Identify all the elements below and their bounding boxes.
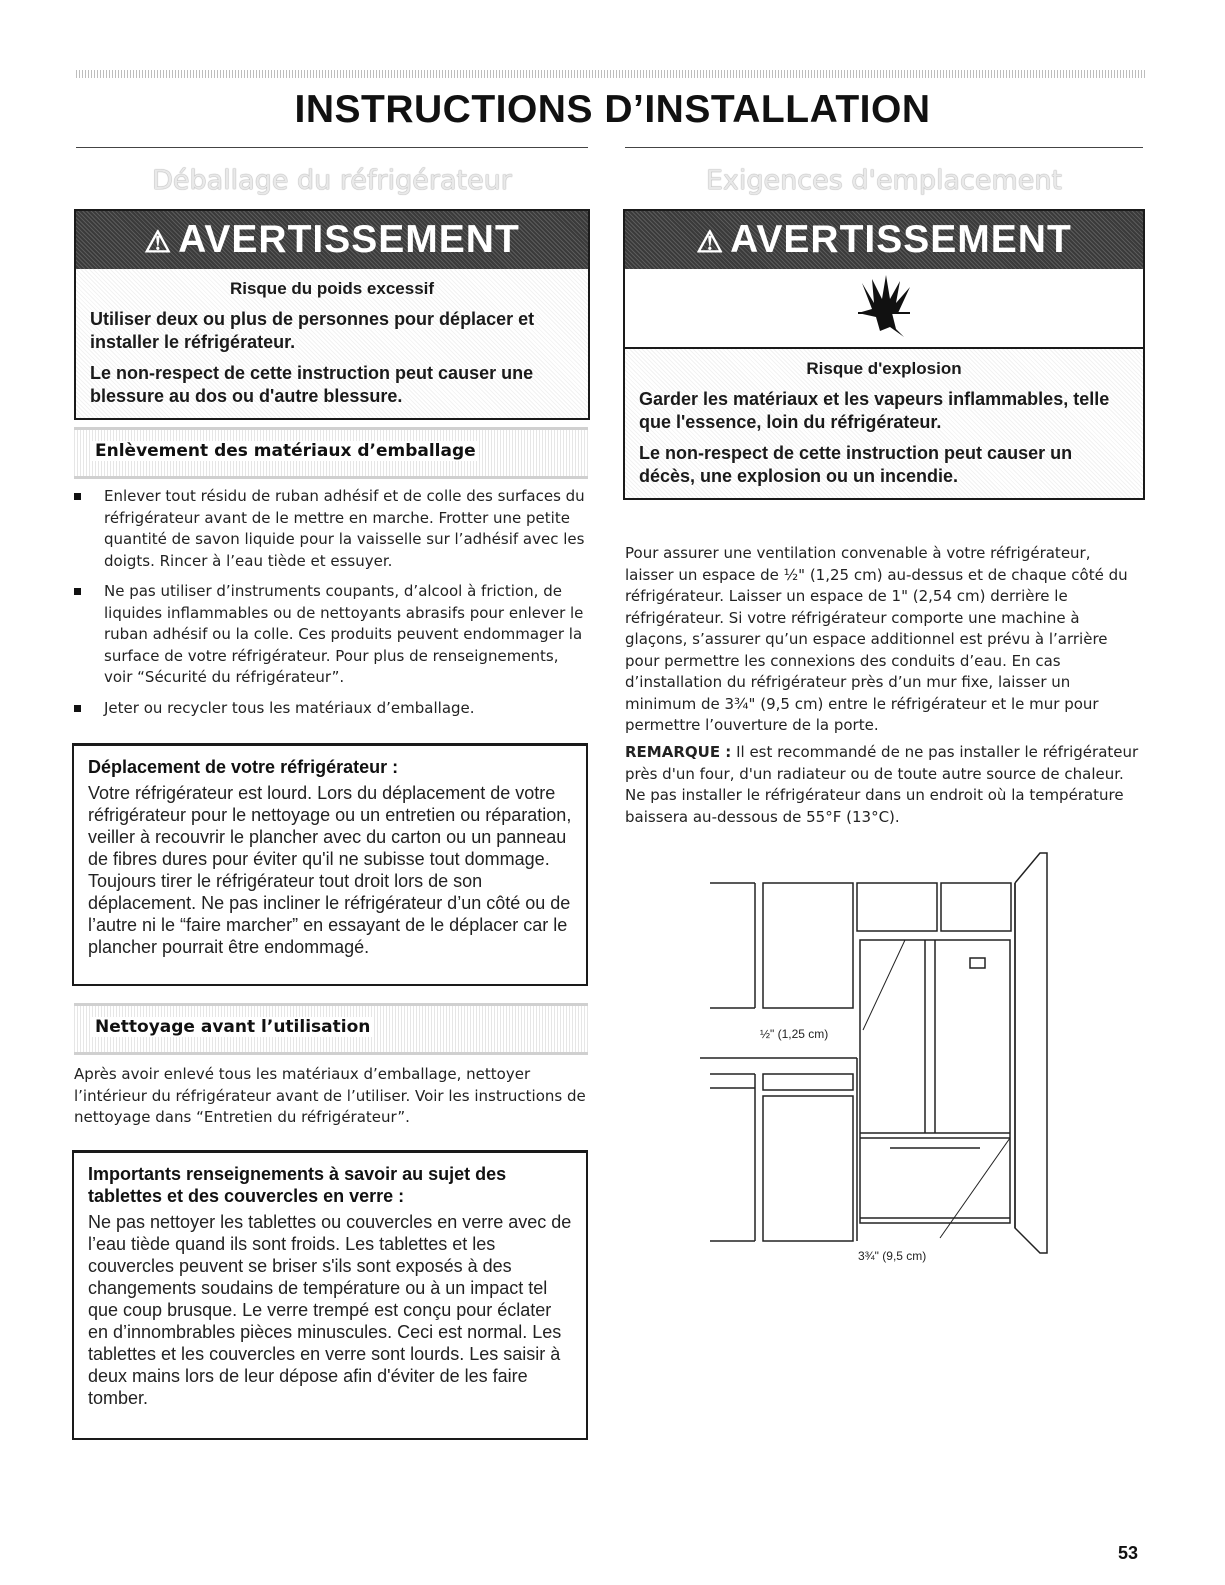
clearance-paragraph: Pour assurer une ventilation convenable à votre réfrigérateur, laisser un espace de ½" (1,25 cm) au-dessus et de chaque côté du réfrigérateur. Laisser un espace de 1" (2,54 cm) derrière le réfrigérateur. Si votre réfrigérateur comporte une machine à glaçons, s’assurer qu’un espace additionnel est prévu à l’arrière pour permettre les connexions des conduits d’eau. En cas d’installation du réfrigérateur près d’un mur fixe, laisser un minimum de 3¾" (9,5 cm) entre le réfrigérateur et le mur pour permettre l’ouverture de la porte. (625, 544, 1128, 734)
right-heading-rule (625, 147, 1143, 148)
list-item: Jeter ou recycler tous les matériaux d’emballage. (74, 698, 586, 720)
page-title: INSTRUCTIONS D’INSTALLATION (294, 88, 931, 131)
packing-bullet-list (74, 486, 586, 728)
warning-banner (76, 211, 588, 269)
page-number: 53 (1118, 1543, 1139, 1563)
warning-risk: Risque d'explosion (806, 359, 962, 378)
left-heading-rule (76, 147, 588, 148)
explosion-warning-box (623, 209, 1145, 500)
warning-body (625, 349, 1143, 498)
warning-instruction: Utiliser deux ou plus de personnes pour déplacer et installer le réfrigérateur. (90, 309, 535, 352)
section-heading-location: Exigences d'emplacement (705, 165, 1063, 196)
section-heading-unpacking: Déballage du réfrigérateur (152, 165, 512, 196)
explosion-icon (852, 273, 916, 343)
top-decorative-bar (76, 70, 1146, 78)
list-item: Enlever tout résidu de ruban adhésif et de colle des surfaces du réfrigérateur avant de le mettre en marche. Frotter une petite quantité de savon liquide pour la vaisselle sur l’adhésif avec les doigts. Rincer à l’eau tiède et essuyer. (74, 486, 586, 572)
glass-shelves-box (72, 1150, 588, 1440)
warning-risk: Risque du poids excessif (229, 279, 435, 298)
warning-banner (625, 211, 1143, 269)
subheading-cleaning (74, 1003, 588, 1055)
note-text: Ne pas nettoyer les tablettes ou couvercles en verre avec de l’eau tiède quand ils sont froids. Les tablettes et les couvercles peuvent se briser s'ils sont exposés à des changements soudains de température ou à un impact tel que coup brusque. Le verre trempé est conçu pour éclater en d’innombrables pièces minuscules. Ceci est normal. Les tablettes et les couvercles en verre sont lourds. Les saisir à deux mains lors de leur dépose afin d'éviter de les faire tomber. (88, 1212, 572, 1408)
warning-triangle-icon: ⚠ (696, 226, 725, 259)
warning-label: AVERTISSEMENT (730, 218, 1072, 261)
remark-label: REMARQUE : (625, 743, 732, 761)
warning-body (76, 269, 588, 418)
warning-triangle-icon: ⚠ (144, 226, 173, 259)
remark-text: Il est recommandé de ne pas installer le réfrigérateur près d'un four, d'un radiateur ou de toute autre source de chaleur. Ne pas installer le réfrigérateur dans un endroit où la température baissera au-dessous de 55°F (13°C). (625, 743, 1139, 826)
warning-consequence: Le non-respect de cette instruction peut causer un décès, une explosion ou un incendie. (639, 443, 1073, 486)
list-item: Ne pas utiliser d’instruments coupants, d’alcool à friction, de liquides inflammables ou de nettoyants abrasifs pour enlever le ruban adhésif ou la colle. Ces produits peuvent endommager la surface de votre réfrigérateur. Pour plus de renseignements, voir “Sécurité du réfrigérateur”. (74, 581, 586, 689)
explosion-icon-row (625, 269, 1143, 349)
warning-instruction: Garder les matériaux et les vapeurs inflammables, telle que l'essence, loin du réfrigérateur. (639, 389, 1110, 432)
note-title: Importants renseignements à savoir au sujet des tablettes et des couvercles en verre : (88, 1164, 507, 1206)
warning-label: AVERTISSEMENT (178, 218, 520, 261)
warning-consequence: Le non-respect de cette instruction peut causer une blessure au dos ou d'autre blessure. (90, 363, 534, 406)
note-text: Votre réfrigérateur est lourd. Lors du déplacement de votre réfrigérateur pour le nettoyage ou un entretien ou réparation, veiller à recouvrir le plancher avec du carton ou un panneau de fibres dures pour éviter qu'il ne subisse tout dommage. Toujours tirer le réfrigérateur tout droit lors de son déplacement. Ne pas incliner le réfrigérateur d’un côté ou de l’autre ni le “faire marcher” en essayant de le déplacer car le plancher pourrait être endommagé. (88, 783, 572, 957)
remark-paragraph (625, 742, 1143, 828)
subheading-text: Nettoyage avant l’utilisation (92, 1017, 373, 1037)
moving-refrigerator-box (72, 743, 588, 986)
clearance-label-top: ½" (1,25 cm) (760, 1027, 829, 1041)
note-title: Déplacement de votre réfrigérateur : (88, 757, 399, 777)
refrigerator-clearance-diagram (660, 848, 1060, 1268)
cleaning-paragraph: Après avoir enlevé tous les matériaux d’emballage, nettoyer l’intérieur du réfrigérateur avant de l’utiliser. Voir les instructions de nettoyage dans “Entretien du réfrigérateur”. (74, 1065, 586, 1126)
subheading-packing-removal (74, 427, 588, 479)
subheading-text: Enlèvement des matériaux d’emballage (92, 441, 479, 461)
weight-warning-box (74, 209, 590, 420)
clearance-label-bottom: 3¾" (9,5 cm) (858, 1249, 927, 1263)
